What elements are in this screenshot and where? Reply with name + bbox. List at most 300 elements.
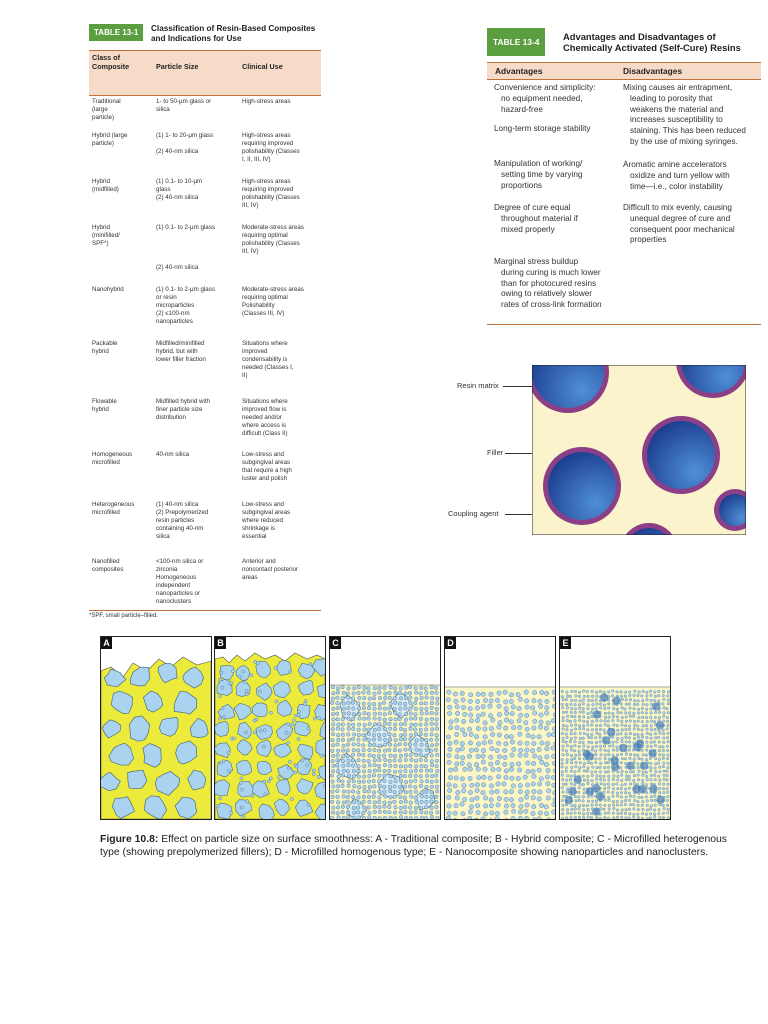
nanoparticle <box>666 791 669 794</box>
nanoparticle <box>667 732 670 735</box>
nanoparticle <box>616 809 619 812</box>
micro-filler-particle <box>342 816 346 819</box>
micro-filler-particle <box>546 768 550 772</box>
micro-filler-particle <box>420 791 424 795</box>
micro-filler-particle <box>346 743 350 747</box>
micro-filler-particle <box>332 718 336 722</box>
small-filler-particle <box>240 788 243 791</box>
nanoparticle <box>600 782 603 785</box>
micro-filler-particle <box>453 784 457 788</box>
micro-filler-particle <box>540 741 544 745</box>
micro-filler-particle <box>399 816 403 820</box>
nanoparticle <box>612 795 615 798</box>
micro-filler-particle <box>518 732 522 736</box>
nanoparticle <box>578 807 581 810</box>
micro-filler-particle <box>383 743 387 747</box>
micro-filler-particle <box>424 687 428 691</box>
micro-filler-particle <box>336 701 340 705</box>
nanoparticle <box>592 703 595 706</box>
micro-filler-particle <box>368 697 372 701</box>
nanoparticle <box>654 757 657 760</box>
micro-filler-particle <box>435 779 439 783</box>
micro-filler-particle <box>430 790 434 794</box>
micro-filler-particle <box>393 754 397 758</box>
nanoparticle <box>578 804 581 807</box>
micro-filler-particle <box>362 770 366 774</box>
nanoparticle <box>608 799 611 802</box>
micro-filler-particle <box>454 718 458 722</box>
micro-filler-particle <box>424 790 428 794</box>
nanoparticle <box>637 700 640 703</box>
micro-filler-particle <box>497 796 501 800</box>
micro-filler-particle <box>377 754 381 758</box>
nanoparticle <box>662 749 665 752</box>
micro-filler-particle <box>347 701 351 705</box>
micro-filler-particle <box>435 712 439 716</box>
nanoparticle <box>649 733 652 736</box>
micro-filler-particle <box>352 712 356 716</box>
nanoparticle <box>650 745 653 748</box>
advantage-item: Long-term storage stability <box>494 124 591 133</box>
nanoparticle <box>578 812 581 815</box>
nanoparticle <box>628 817 631 819</box>
micro-filler-particle <box>352 692 356 696</box>
micro-filler-particle <box>389 754 393 758</box>
nanoparticle <box>604 716 607 719</box>
nanoparticle <box>657 700 660 703</box>
nanoparticle <box>625 778 628 781</box>
nanoparticle <box>570 724 573 727</box>
nanoparticle <box>657 736 660 739</box>
nanoparticle <box>600 720 603 723</box>
nanoparticle <box>571 690 574 693</box>
nanoparticle <box>599 736 602 739</box>
nanoparticle <box>650 741 653 744</box>
micro-filler-particle <box>419 758 423 762</box>
micro-filler-particle <box>430 763 434 767</box>
micro-filler-particle <box>476 767 480 771</box>
micro-filler-particle <box>476 810 480 814</box>
nanoparticle <box>653 720 656 723</box>
micro-filler-particle <box>491 767 495 771</box>
nanoparticle <box>625 817 628 819</box>
micro-filler-particle <box>362 759 366 763</box>
micro-filler-particle <box>544 805 548 809</box>
nanoparticle <box>666 736 669 739</box>
nanoparticle <box>604 749 607 752</box>
nanoparticle <box>625 699 628 702</box>
micro-filler-particle <box>524 721 528 725</box>
nanoparticle <box>638 716 641 719</box>
micro-filler-particle <box>552 704 555 708</box>
nanoparticle <box>666 787 669 790</box>
small-filler-particle <box>232 737 235 740</box>
header-advantages: Advantages <box>495 66 543 76</box>
micro-filler-particle <box>393 701 397 705</box>
nanoparticle <box>650 778 653 781</box>
micro-filler-particle <box>435 702 439 706</box>
small-filler-particle <box>259 729 262 732</box>
micro-filler-particle <box>538 699 542 703</box>
micro-filler-particle <box>393 727 397 731</box>
nanoparticle <box>591 729 594 732</box>
nanoparticle <box>625 720 628 723</box>
micro-filler-particle <box>357 775 361 779</box>
nanoparticle <box>649 757 652 760</box>
nanoparticle <box>566 788 569 791</box>
table-13-1-label: TABLE 13-1 <box>89 24 143 41</box>
micro-filler-particle <box>363 806 367 810</box>
nanoparticle <box>616 716 619 719</box>
micro-filler-particle <box>399 707 403 711</box>
micro-filler-particle <box>331 727 335 731</box>
nanoparticle <box>604 732 607 735</box>
micro-filler-particle <box>504 742 508 746</box>
nanoparticle <box>561 774 564 777</box>
micro-filler-particle <box>436 697 440 701</box>
micro-filler-particle <box>509 798 513 802</box>
nanoparticle <box>637 779 640 782</box>
nanoparticle <box>646 695 649 698</box>
micro-filler-particle <box>525 783 529 787</box>
nanoparticle <box>654 691 657 694</box>
nanoparticle <box>570 711 573 714</box>
small-filler-particle <box>218 717 221 720</box>
disadvantage-item: Difficult to mix evenly, causing unequal degree of cure and consequent poor mechanical properties <box>623 203 735 245</box>
nanoparticle <box>596 695 599 698</box>
small-filler-particle <box>312 773 315 776</box>
nanoparticle <box>607 812 610 815</box>
nanoparticle <box>587 779 590 782</box>
micro-filler-particle <box>346 811 350 815</box>
nanoparticle <box>574 740 577 743</box>
nanoparticle <box>582 741 585 744</box>
nanoparticle <box>604 812 607 815</box>
micro-filler-particle <box>352 707 356 711</box>
micro-filler-particle <box>383 763 387 767</box>
nanoparticle <box>625 741 628 744</box>
micro-filler-particle <box>409 696 413 700</box>
micro-filler-particle <box>383 713 387 717</box>
micro-filler-particle <box>518 748 522 752</box>
nanoparticle <box>565 711 568 714</box>
micro-filler-particle <box>447 783 451 787</box>
nanoparticle <box>657 775 660 778</box>
micro-filler-particle <box>519 804 523 808</box>
small-filler-particle <box>263 780 266 783</box>
micro-filler-particle <box>399 774 403 778</box>
small-filler-particle <box>313 717 316 720</box>
micro-filler-particle <box>378 707 382 711</box>
micro-filler-particle <box>537 782 541 786</box>
nanoparticle <box>570 758 573 761</box>
nanoparticle <box>658 690 661 693</box>
nanoparticle <box>629 715 632 718</box>
micro-filler-particle <box>351 759 355 763</box>
micro-filler-particle <box>399 765 403 769</box>
nanoparticle <box>570 816 573 819</box>
small-filler-particle <box>289 670 292 673</box>
micro-filler-particle <box>538 725 542 729</box>
micro-filler-particle <box>413 785 417 789</box>
nanoparticle <box>578 757 581 760</box>
micro-filler-particle <box>346 800 350 804</box>
micro-filler-particle <box>342 702 346 706</box>
micro-filler-particle <box>404 790 408 794</box>
micro-filler-particle <box>469 693 473 697</box>
nanoparticle <box>646 817 649 819</box>
nanoparticle <box>613 707 616 710</box>
advantage-item: Manipulation of working/ setting time by varying proportions <box>494 159 583 190</box>
nanoparticle <box>574 724 577 727</box>
advantage-item: Degree of cure equal throughout material if mixed properly <box>494 203 578 234</box>
micro-filler-particle <box>383 686 387 690</box>
micro-filler-particle <box>430 744 434 748</box>
nanoparticle <box>658 812 661 815</box>
nanoparticle <box>659 732 662 735</box>
nanoparticle <box>654 711 657 714</box>
micro-filler-particle <box>430 754 434 758</box>
micro-filler-particle <box>341 738 345 742</box>
nanoparticle <box>667 762 670 765</box>
small-filler-particle <box>264 793 267 796</box>
nanoparticle <box>649 716 652 719</box>
micro-filler-particle <box>388 764 392 768</box>
nanoparticle <box>628 737 631 740</box>
nanoparticle <box>612 788 615 791</box>
micro-filler-particle <box>399 800 403 804</box>
micro-filler-particle <box>488 776 492 780</box>
micro-filler-particle <box>552 802 555 806</box>
micro-filler-particle <box>425 743 429 747</box>
micro-filler-particle <box>419 686 423 690</box>
small-filler-particle <box>309 663 312 666</box>
micro-filler-particle <box>547 733 551 737</box>
nanoparticle <box>578 707 581 710</box>
micro-filler-particle <box>404 753 408 757</box>
micro-filler-particle <box>435 785 439 789</box>
micro-filler-particle <box>362 811 366 815</box>
micro-filler-particle <box>430 701 434 705</box>
nanoparticle <box>629 753 632 756</box>
micro-filler-particle <box>367 717 371 721</box>
nanoparticle <box>612 812 615 815</box>
nanoparticle <box>625 716 628 719</box>
micro-filler-particle <box>447 811 451 815</box>
micro-filler-particle <box>436 811 440 815</box>
micro-filler-particle <box>377 769 381 773</box>
nanoparticle <box>620 732 623 735</box>
nanoparticle <box>645 716 648 719</box>
micro-filler-particle <box>383 718 387 722</box>
micro-filler-particle <box>435 727 439 731</box>
small-filler-particle <box>263 729 266 732</box>
nanoparticle <box>612 741 615 744</box>
nanoparticle <box>603 704 606 707</box>
micro-filler-particle <box>341 805 345 809</box>
nanoparticle <box>590 736 593 739</box>
micro-filler-particle <box>504 726 508 730</box>
nanoparticle <box>641 699 644 702</box>
nanoparticle <box>629 795 632 798</box>
micro-filler-particle <box>496 775 500 779</box>
nanoparticle <box>621 707 624 710</box>
nanoparticle <box>650 770 653 773</box>
micro-filler-particle <box>544 762 548 766</box>
nanoparticle <box>586 720 589 723</box>
nanoparticle <box>566 725 569 728</box>
nanoparticle <box>650 694 653 697</box>
panel-a-label: A <box>101 637 112 649</box>
micro-filler-particle <box>352 806 356 810</box>
micro-filler-particle <box>424 765 428 769</box>
micro-filler-particle <box>382 701 386 705</box>
nanoparticle <box>645 724 648 727</box>
micro-filler-particle <box>404 780 408 784</box>
micro-filler-particle <box>383 779 387 783</box>
micro-filler-particle <box>460 741 464 745</box>
micro-filler-particle <box>504 775 508 779</box>
nanoparticle <box>662 720 665 723</box>
figure-panel-d <box>444 636 556 820</box>
small-filler-particle <box>222 716 225 719</box>
table-13-1-cell-clinical: High-stress areas requiring improved polishability (Classes III, IV) <box>242 178 300 209</box>
micro-filler-particle <box>477 776 481 780</box>
micro-filler-particle <box>367 816 371 819</box>
micro-filler-particle <box>368 764 372 768</box>
micro-filler-particle <box>353 784 357 788</box>
micro-filler-particle <box>490 732 494 736</box>
nanoparticle <box>642 774 645 777</box>
micro-filler-particle <box>383 733 387 737</box>
micro-filler-particle <box>368 785 372 789</box>
nanoparticle <box>595 804 598 807</box>
nanoparticle <box>612 804 615 807</box>
nanoparticle <box>650 795 653 798</box>
nanoparticle <box>561 812 564 815</box>
nanoparticle <box>650 720 653 723</box>
micro-filler-particle <box>362 816 366 819</box>
small-filler-particle <box>227 751 230 754</box>
nanoparticle <box>587 816 590 819</box>
nanoparticle <box>654 795 657 798</box>
micro-filler-particle <box>453 692 457 696</box>
micro-filler-particle <box>463 732 467 736</box>
nanoparticle <box>578 745 581 748</box>
micro-filler-particle <box>403 805 407 809</box>
nanoparticle <box>629 783 632 786</box>
micro-filler-particle <box>436 816 440 819</box>
micro-filler-particle <box>357 738 361 742</box>
micro-filler-particle <box>399 697 403 701</box>
micro-filler-particle <box>372 795 376 799</box>
micro-filler-particle <box>373 686 377 690</box>
nanoparticle <box>596 816 599 819</box>
micro-filler-particle <box>409 816 413 819</box>
nanoparticle <box>587 782 590 785</box>
micro-filler-particle <box>453 767 457 771</box>
nanoparticle <box>650 729 653 732</box>
nanoparticle <box>616 749 619 752</box>
nanoparticle <box>582 813 585 816</box>
micro-filler-particle <box>394 718 398 722</box>
micro-filler-particle <box>544 726 548 730</box>
micro-filler-particle <box>393 733 397 737</box>
nanoparticle <box>599 766 602 769</box>
nanoparticle <box>650 766 653 769</box>
micro-filler-particle <box>435 759 439 763</box>
nanocluster <box>613 696 621 704</box>
micro-filler-particle <box>539 803 543 807</box>
micro-filler-particle <box>398 785 402 789</box>
micro-filler-particle <box>378 737 382 741</box>
nanoparticle <box>607 750 610 753</box>
micro-filler-particle <box>384 692 388 696</box>
micro-filler-particle <box>436 769 440 773</box>
nanoparticle <box>641 812 644 815</box>
micro-filler-particle <box>455 755 459 759</box>
micro-filler-particle <box>489 804 493 808</box>
nanoparticle <box>587 796 590 799</box>
nanoparticle <box>645 712 648 715</box>
micro-filler-particle <box>336 749 340 753</box>
nanoparticle <box>655 770 658 773</box>
nanoparticle <box>637 754 640 757</box>
micro-filler-particle <box>553 791 555 795</box>
nanoparticle <box>583 792 586 795</box>
nanoparticle <box>573 757 576 760</box>
nanoparticle <box>612 783 615 786</box>
nanoparticle <box>575 761 578 764</box>
micro-filler-particle <box>367 712 371 716</box>
micro-filler-particle <box>491 718 495 722</box>
nanoparticle <box>582 737 585 740</box>
nanoparticle <box>603 791 606 794</box>
nanoparticle <box>595 724 598 727</box>
panel-b-hybrid-composite <box>215 637 325 819</box>
nanoparticle <box>574 737 577 740</box>
micro-filler-particle <box>367 795 371 799</box>
micro-filler-particle <box>537 768 541 772</box>
micro-filler-particle <box>363 738 367 742</box>
micro-filler-particle <box>352 743 356 747</box>
nanoparticle <box>607 761 610 764</box>
micro-filler-particle <box>341 774 345 778</box>
micro-filler-particle <box>414 816 418 819</box>
micro-filler-particle <box>430 795 434 799</box>
filler-particle <box>647 421 715 489</box>
micro-filler-particle <box>419 732 423 736</box>
micro-filler-particle <box>362 753 366 757</box>
nanoparticle <box>561 787 564 790</box>
micro-filler-particle <box>384 795 388 799</box>
micro-filler-particle <box>448 747 452 751</box>
nanoparticle <box>653 774 656 777</box>
nanoparticle <box>654 716 657 719</box>
nanoparticle <box>616 724 619 727</box>
micro-filler-particle <box>489 726 493 730</box>
nanoparticle <box>608 716 611 719</box>
nanoparticle <box>566 707 569 710</box>
small-filler-particle <box>269 777 272 780</box>
nanoparticle <box>570 732 573 735</box>
nanoparticle <box>628 778 631 781</box>
micro-filler-particle <box>399 738 403 742</box>
micro-filler-particle <box>461 812 465 816</box>
small-filler-particle <box>297 737 300 740</box>
table-13-1-cell-class: Homogeneous microfilled <box>92 451 133 466</box>
nanoparticle <box>641 729 644 732</box>
